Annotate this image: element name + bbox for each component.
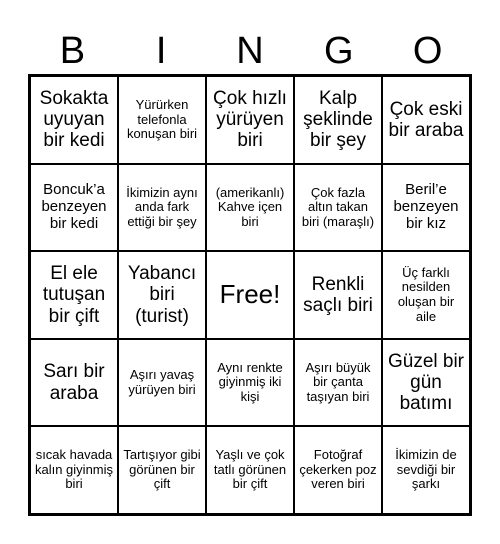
bingo-cell[interactable]: Boncuk’a benzeyen bir kedi — [30, 164, 118, 252]
header-letter-b: B — [59, 29, 86, 72]
bingo-cell[interactable]: Yürürken telefonla konuşan biri — [118, 76, 206, 164]
bingo-cell[interactable]: Çok hızlı yürüyen biri — [206, 76, 294, 164]
bingo-cell[interactable]: (amerikanlı) Kahve içen biri — [206, 164, 294, 252]
bingo-cell[interactable]: Sokakta uyuyan bir kedi — [30, 76, 118, 164]
bingo-cell[interactable]: Çok eski bir araba — [382, 76, 470, 164]
bingo-cell[interactable]: Çok fazla altın takan biri (maraşlı) — [294, 164, 382, 252]
bingo-cell[interactable]: Aşırı yavaş yürüyen biri — [118, 339, 206, 427]
bingo-cell[interactable]: Yabancı biri (turist) — [118, 251, 206, 339]
bingo-cell[interactable]: El ele tutuşan bir çift — [30, 251, 118, 339]
header-letter-o: O — [412, 29, 443, 72]
bingo-card-grid — [28, 74, 472, 516]
header-letter-n: N — [236, 29, 264, 72]
bingo-cell[interactable]: Güzel bir gün batımı — [382, 339, 470, 427]
bingo-cell[interactable]: Yaşlı ve çok tatlı görünen bir çift — [206, 426, 294, 514]
bingo-cell[interactable]: Renkli saçlı biri — [294, 251, 382, 339]
bingo-cell[interactable]: Üç farklı nesilden oluşan bir aile — [382, 251, 470, 339]
bingo-cell[interactable]: Kalp şeklinde bir şey — [294, 76, 382, 164]
bingo-cell[interactable]: Beril’e benzeyen bir kız — [382, 164, 470, 252]
bingo-cell[interactable]: Aşırı büyük bir çanta taşıyan biri — [294, 339, 382, 427]
bingo-cell[interactable]: Aynı renkte giyinmiş iki kişi — [206, 339, 294, 427]
bingo-cell[interactable]: Fotoğraf çekerken poz veren biri — [294, 426, 382, 514]
header-letter-i: I — [155, 29, 167, 72]
bingo-cell[interactable]: Tartışıyor gibi görünen bir çift — [118, 426, 206, 514]
bingo-cell[interactable]: İkimizin de sevdiği bir şarkı — [382, 426, 470, 514]
bingo-header — [28, 28, 472, 74]
bingo-cell[interactable]: sıcak havada kalın giyinmiş biri — [30, 426, 118, 514]
free-cell[interactable]: Free! — [206, 251, 294, 339]
header-letter-g: G — [324, 29, 354, 72]
bingo-cell[interactable]: İkimizin aynı anda fark ettiği bir şey — [118, 164, 206, 252]
bingo-cell[interactable]: Sarı bir araba — [30, 339, 118, 427]
